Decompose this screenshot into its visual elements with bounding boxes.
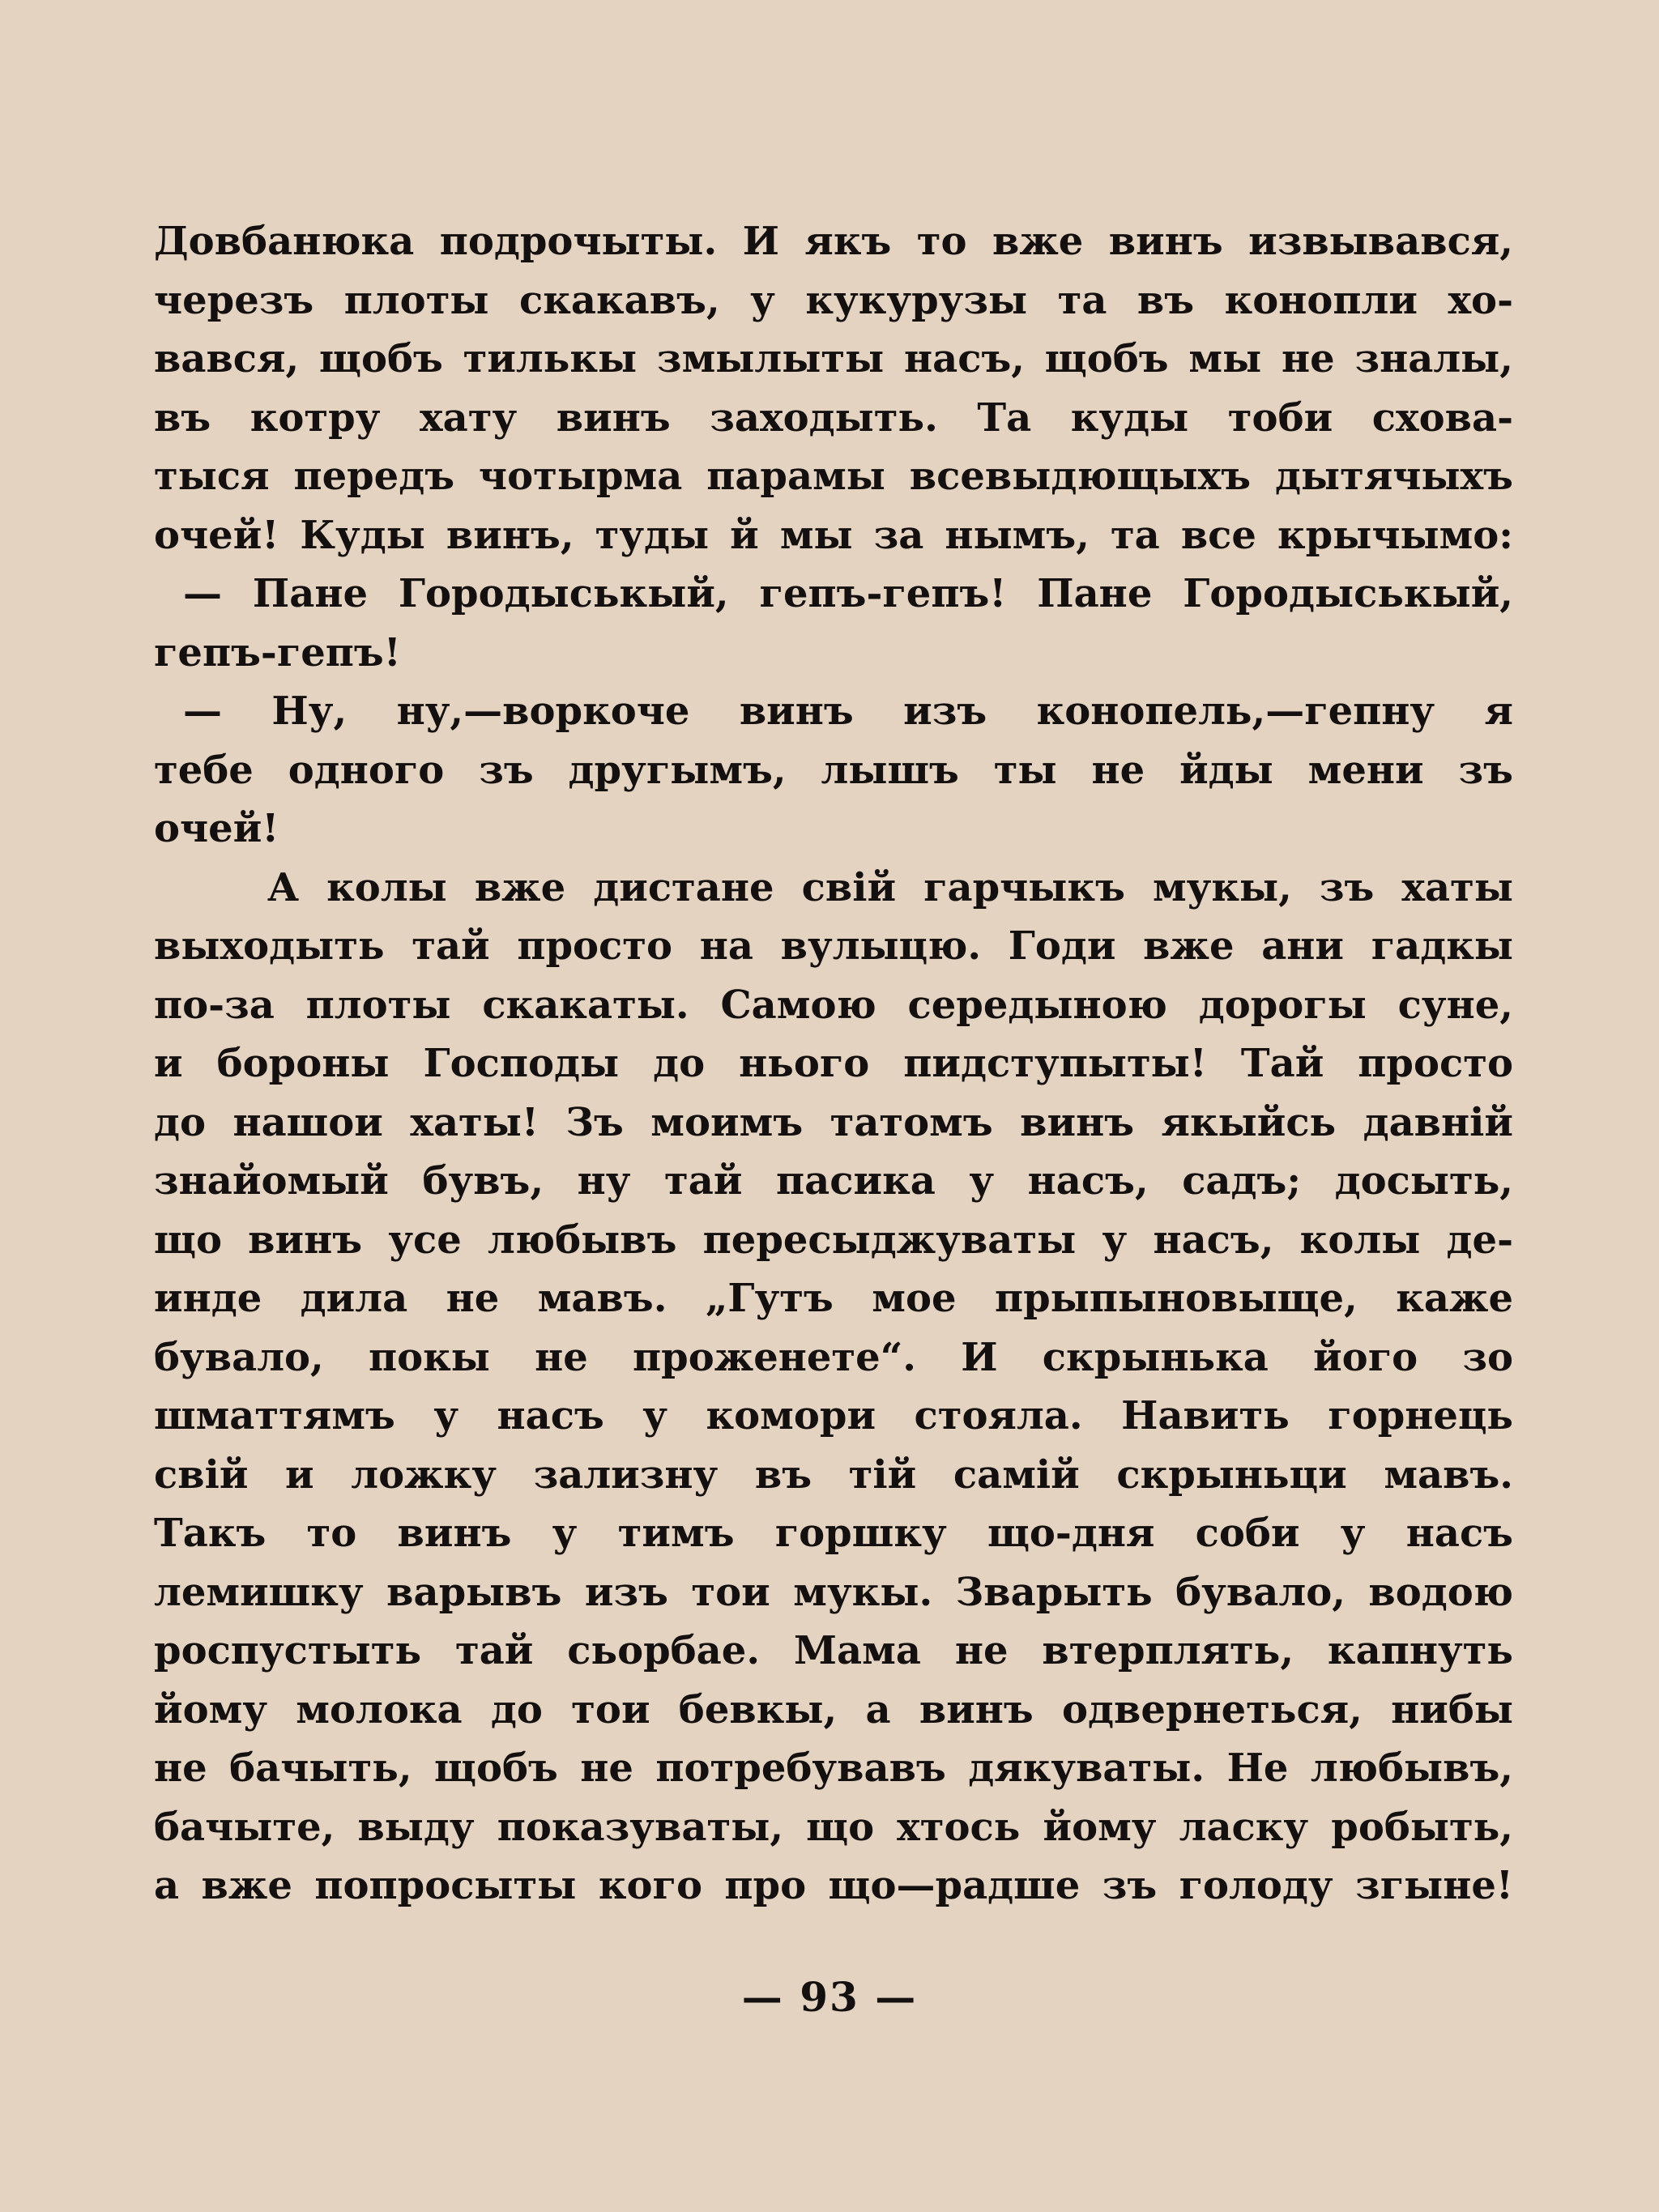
page-text	[154, 212, 1513, 1916]
text-line: до нашои хаты! Зъ моимъ татомъ винъ якыйсь давній	[154, 1099, 1513, 1145]
text-line: роспустыть тай сьорбае. Мама не втерплять, капнуть	[154, 1628, 1513, 1673]
text-line: лемишку варывъ изъ тои мукы. Зварыть бувало, водою	[154, 1569, 1513, 1615]
text-line: инде дила не мавъ. „Гутъ мое прыпыновыще, каже	[154, 1276, 1513, 1321]
text-line: — Пане Городыськый, гепъ-гепъ! Пане Городыськый,	[183, 571, 1513, 616]
text-line: вався, щобъ тилькы змылыты насъ, щобъ мы не зналы,	[154, 336, 1513, 381]
text-line: тыся передъ чотырма парамы всевыдющыхъ дытячыхъ	[154, 454, 1513, 499]
text-line: шматтямъ у насъ у комори стояла. Навить горнець	[154, 1393, 1513, 1438]
text-line: черезъ плоты скакавъ, у кукурузы та въ конопли хо-	[154, 277, 1513, 323]
text-line: Такъ то винъ у тимъ горшку що-дня соби у насъ	[154, 1511, 1513, 1556]
text-line: тебе одного зъ другымъ, лышъ ты не йды мени зъ	[154, 747, 1513, 793]
text-line: що винъ усе любывъ пересыджуваты у насъ, колы де-	[154, 1217, 1513, 1263]
text-line: очей!	[154, 806, 279, 851]
text-line: бувало, покы не проженете“. И скрынька його зо	[154, 1334, 1513, 1380]
text-line: а вже попросыты кого про що—радше зъ голоду згыне!	[154, 1863, 1513, 1908]
text-line: йому молока до тои бевкы, а винъ одвернеться, нибы	[154, 1686, 1513, 1733]
text-line: выходыть тай просто на вулыцю. Годи вже ани гадкы	[154, 923, 1513, 969]
text-line: Довбанюка подрочыты. И якъ то вже винъ извывався,	[154, 219, 1513, 264]
text-line: очей! Куды винъ, туды й мы за нымъ, та все крычымо:	[154, 512, 1513, 558]
text-line: знайомый бувъ, ну тай пасика у насъ, садъ; досыть,	[154, 1158, 1513, 1204]
text-line: въ котру хату винъ заходыть. Та куды тоби схова-	[154, 394, 1513, 441]
text-line: и бороны Господы до нього пидступыты! Тай просто	[154, 1041, 1513, 1086]
text-line: по-за плоты скакаты. Самою середыною дорогы суне,	[154, 982, 1513, 1028]
text-line: — Ну, ну,—воркоче винъ изъ конопель,—гепну я	[183, 688, 1513, 734]
page-number: — 93 —	[741, 1973, 918, 2021]
text-line: не бачыть, щобъ не потребувавъ дякуваты. Не любывъ,	[154, 1745, 1513, 1791]
text-line: гепъ-гепъ!	[154, 629, 401, 676]
text-line: свій и ложку зализну въ тій самій скрыньци мавъ.	[154, 1451, 1513, 1498]
text-line: А колы вже дистане свій гарчыкъ мукы, зъ хаты	[267, 864, 1513, 910]
text-line: бачыте, выду показуваты, що хтось йому ласку робыть,	[154, 1804, 1513, 1850]
